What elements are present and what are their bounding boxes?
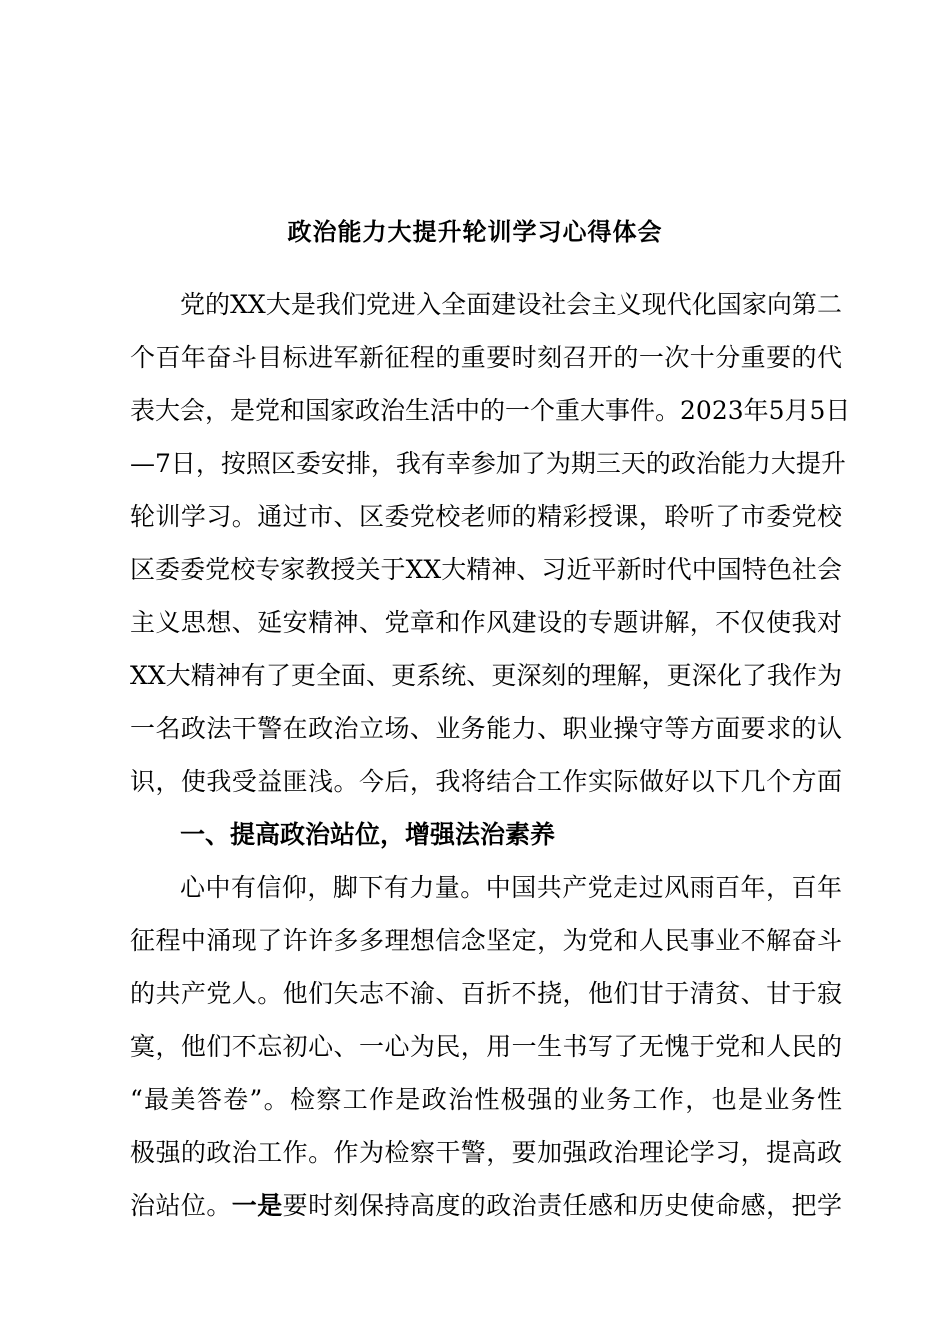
text-line-last	[130, 1179, 842, 1232]
text-line: 表大会，是党和国家政治生活中的一个重大事件。2023年5月5日	[130, 396, 851, 425]
text-line: —7日，按照区委安排，我有幸参加了为期三天的政治能力大提升	[130, 449, 846, 478]
text-fragment: 治站位。	[130, 1191, 232, 1220]
text-line: 的共产党人。他们矢志不渝、百折不挠，他们甘于清贫、甘于寂	[130, 979, 842, 1008]
text-line: “最美答卷”。检察工作是政治性极强的业务工作，也是业务性	[130, 1085, 842, 1114]
text-line: 主义思想、延安精神、党章和作风建设的专题讲解，不仅使我对	[130, 608, 842, 637]
bold-fragment: 一是	[231, 1191, 283, 1220]
text-line: 区委委党校专家教授关于XX大精神、习近平新时代中国特色社会	[130, 555, 842, 584]
text-line: 轮训学习。通过市、区委党校老师的精彩授课，聆听了市委党校	[130, 502, 842, 531]
text-line: XX大精神有了更全面、更系统、更深刻的理解，更深化了我作为	[130, 661, 842, 690]
text-line: 个百年奋斗目标进军新征程的重要时刻召开的一次十分重要的代	[130, 343, 842, 372]
document-title: 政治能力大提升轮训学习心得体会	[287, 217, 663, 246]
section-heading-container	[130, 808, 842, 861]
text-line: 一名政法干警在政治立场、业务能力、职业操守等方面要求的认	[130, 714, 842, 743]
text-line: 征程中涌现了许许多多理想信念坚定，为党和人民事业不解奋斗	[130, 926, 842, 955]
section-heading: 一、提高政治站位，增强法治素养	[180, 820, 556, 849]
text-line: 党的XX大是我们党进入全面建设社会主义现代化国家向第二	[180, 290, 842, 319]
paragraph-2	[130, 861, 842, 1232]
text-line: 心中有信仰，脚下有力量。中国共产党走过风雨百年，百年	[180, 873, 842, 902]
text-line: 寞，他们不忘初心、一心为民，用一生书写了无愧于党和人民的	[130, 1032, 842, 1061]
text-line: 识，使我受益匪浅。今后，我将结合工作实际做好以下几个方面	[130, 767, 842, 796]
text-fragment: 要时刻保持高度的政治责任感和历史使命感，把学	[282, 1191, 842, 1220]
paragraph-1	[130, 278, 851, 808]
text-line: 极强的政治工作。作为检察干警，要加强政治理论学习，提高政	[130, 1138, 842, 1167]
